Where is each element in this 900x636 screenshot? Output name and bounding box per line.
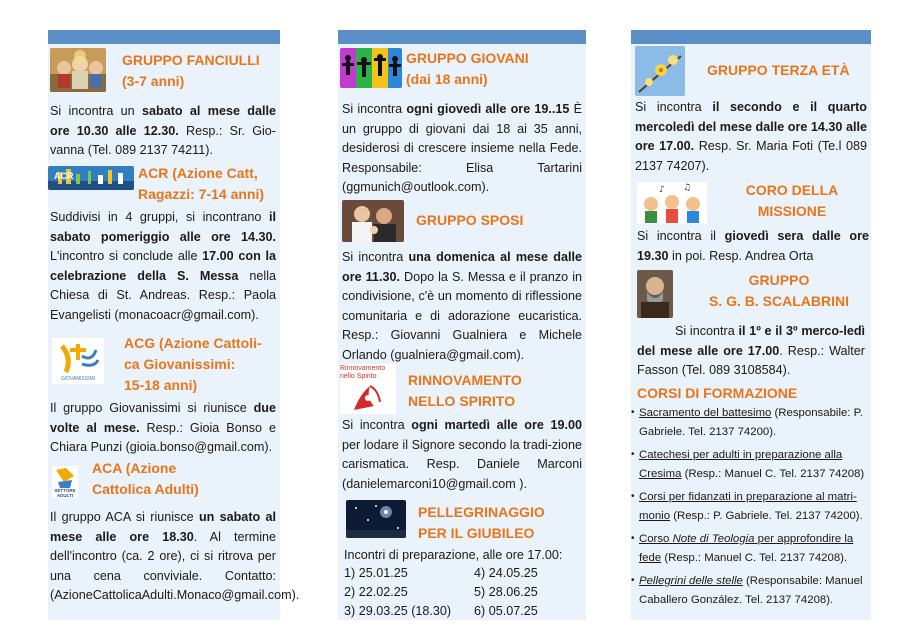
corsi-link[interactable]: Pellegrini delle stelle	[639, 575, 743, 587]
rinnovamento-title-line2: NELLO SPIRITO	[408, 393, 516, 409]
pellegrinaggio-title-line2: PER IL GIUBILEO	[418, 525, 535, 541]
pellegrinaggio-intro: Incontri di preparazione, alle ore 17.00:	[344, 548, 563, 562]
giovani-title	[406, 48, 529, 90]
acg-logo-text: GIOVANISSIMI	[60, 376, 96, 382]
scalabrini-title	[691, 270, 867, 312]
column-header-bar	[48, 30, 280, 44]
aca-title	[92, 458, 199, 500]
aca-text: Il gruppo ACA si riunisce un sabato al mese alle ore 18.30. Al termine dell'incontro (ca. 2 ore), ci si ritrova per una cena conviviale. Contatto: (AzioneCattolicaAdulti.Monaco@gmail.com).	[50, 510, 300, 602]
aca-title-line2: Cattolica Adulti)	[92, 481, 199, 497]
acr-title-line2: Ragazzi: 7-14 anni)	[138, 186, 265, 202]
corsi-link[interactable]: Sacramento del battesimo	[639, 407, 772, 419]
scalabrini-portrait	[637, 270, 673, 318]
date-item: 2) 22.02.25	[344, 585, 408, 599]
pellegrinaggio-title-line1: PELLEGRINAGGIO	[418, 504, 545, 520]
scalabrini-title-line2: S. G. B. SCALABRINI	[708, 293, 849, 309]
column-right	[631, 30, 871, 620]
date-item: 3) 29.03.25 (18.30)	[344, 604, 452, 618]
aca-logo-text1: SETTORE	[54, 488, 76, 493]
rinnovamento-logo	[340, 364, 396, 414]
column-middle	[338, 30, 586, 620]
scalabrini-text: Si incontra il 1º e il 3º merco-ledì del mese alle ore 17.00. Resp.: Walter Fasson (Tel. 089 3108584).	[637, 324, 866, 377]
acr-logo	[48, 166, 134, 190]
sposi-text: Si incontra una domenica al mese dalle ore 11.30. Dopo la S. Messa e il pranzo in condivisione, c'è un momento di riflessione comunitaria e di adorazione eucaristica. Resp.: Giovanni Gualniera e Michele Orlando (gualniera@gmail.com).	[342, 250, 582, 362]
corsi-link[interactable]: Corso Note di Teologia per approfondire la fede	[639, 533, 854, 564]
acr-title-line1: ACR (Azione Catt,	[138, 165, 258, 181]
date-item: 5) 28.06.25	[474, 585, 538, 599]
youth-photo	[340, 48, 402, 88]
aca-logo	[52, 466, 78, 498]
acr-text: Suddivisi in 4 gruppi, si incontrano il sabato pomeriggio alle ore 14.30. L'incontro si conclude alle 17.00 con la celebrazione della S. Messa nella Chiesa di St. Andreas. Resp.: Paola Evangelisti (monacoacr@gmail.com).	[50, 210, 276, 322]
aca-logo-text2: ADULTI	[56, 493, 74, 498]
acg-logo	[52, 338, 104, 384]
pellegrinaggio-dates	[344, 564, 574, 621]
coro-title-line2: MISSIONE	[757, 203, 827, 219]
acg-title	[124, 333, 262, 396]
rinnovamento-logo-text2: nello Spirito	[340, 373, 377, 380]
fanciulli-title-line2: (3-7 anni)	[122, 73, 185, 89]
sposi-title-line: GRUPPO SPOSI	[416, 212, 524, 228]
pellegrinaggio-title	[418, 502, 545, 544]
coro-text: Si incontra il giovedì sera dalle ore 19.30 in poi. Resp. Andrea Orta	[637, 229, 869, 263]
terza-title	[707, 60, 850, 81]
svg-text:♫: ♫	[683, 183, 692, 193]
column-header-bar	[631, 30, 871, 44]
acg-title-line3: 15-18 anni)	[124, 377, 198, 393]
fanciulli-title	[122, 50, 260, 92]
corsi-item: • Pellegrini delle stelle (Responsabile: Manuel Caballero González. Tel. 2137 74208).	[631, 572, 867, 609]
terza-title-line: GRUPPO TERZA ETÀ	[707, 62, 850, 78]
aca-title-line1: ACA (Azione	[92, 460, 177, 476]
date-item: 6) 05.07.25	[474, 604, 538, 618]
corsi-link[interactable]: Corsi per fidanzati in preparazione al matri-monio	[639, 491, 857, 522]
svg-text:ACR: ACR	[54, 171, 74, 181]
pilgrimage-photo	[346, 500, 406, 538]
children-photo	[50, 48, 106, 92]
fanciulli-title-line1: GRUPPO FANCIULLI	[122, 52, 260, 68]
corsi-item: • Catechesi per adulti in preparazione alla Cresima (Resp.: Manuel C. Tel. 2137 74208)	[631, 446, 867, 483]
rinnovamento-text: Si incontra ogni martedì alle ore 19.00 per lodare il Signore secondo la tradi-zione carismatica. Resp. Daniele Marconi (danielemarconi10@gmail.com ).	[342, 418, 583, 491]
rinnovamento-title-line1: RINNOVAMENTO	[408, 372, 522, 388]
coro-title-line1: CORO DELLA	[745, 182, 839, 198]
rinnovamento-logo-text1: Rinnovamento	[340, 365, 386, 372]
corsi-item: • Corsi per fidanzati in preparazione al matri-monio (Resp.: P. Gabriele. Tel. 2137 74200).	[631, 488, 867, 525]
svg-text:♪: ♪	[659, 185, 665, 195]
fanciulli-text: Si incontra un sabato al mese dalle ore 10.30 alle 12.30. Resp.: Sr. Gio-vanna (Tel. 089 2137 74211).	[50, 104, 276, 157]
date-item: 4) 24.05.25	[474, 566, 538, 580]
corsi-link[interactable]: Catechesi per adulti in preparazione alla Cresima	[639, 449, 843, 480]
acg-title-line2: ca Giovanissimi:	[124, 356, 236, 372]
couples-photo	[342, 200, 404, 242]
acg-title-line1: ACG (Azione Cattoli-	[124, 335, 262, 351]
corsi-list	[631, 404, 867, 614]
terza-text: Si incontra il secondo e il quarto mercoledì del mese dalle ore 14.30 alle ore 17.00. Resp. Sr. Maria Foti (Te.l 089 2137 74207).	[635, 100, 867, 173]
giovani-text: Si incontra ogni giovedì alle ore 19..15 È un gruppo di giovani dai 18 ai 35 anni, desiderosi di crescere insieme nella Fede. Responsabile: Elisa Tartarini (ggmunich@outlook.com).	[342, 102, 582, 194]
date-item: 1) 25.01.25	[344, 566, 408, 580]
choir-clipart	[637, 182, 707, 224]
giovani-title-line1: GRUPPO GIOVANI	[406, 50, 529, 66]
corsi-item: • Corso Note di Teologia per approfondire la fede (Resp.: Manuel C. Tel. 2137 74208).	[631, 530, 867, 567]
coro-title	[717, 180, 867, 222]
rinnovamento-title	[408, 370, 522, 412]
corsi-item: • Sacramento del battesimo (Responsabile: P. Gabriele. Tel. 2137 74200).	[631, 404, 867, 441]
scalabrini-title-line1: GRUPPO	[748, 272, 810, 288]
column-header-bar	[338, 30, 586, 44]
column-left	[48, 30, 300, 620]
elderly-flower-photo	[635, 46, 685, 96]
corsi-title: CORSI DI FORMAZIONE	[637, 385, 798, 401]
sposi-title	[416, 210, 523, 231]
giovani-title-line2: (dai 18 anni)	[406, 71, 488, 87]
acr-title	[138, 163, 264, 205]
acg-text: Il gruppo Giovanissimi si riunisce due volte al mese. Resp.: Gioia Bonso e Chiara Punzi (gioia.bonso@gmail.com).	[50, 401, 276, 454]
